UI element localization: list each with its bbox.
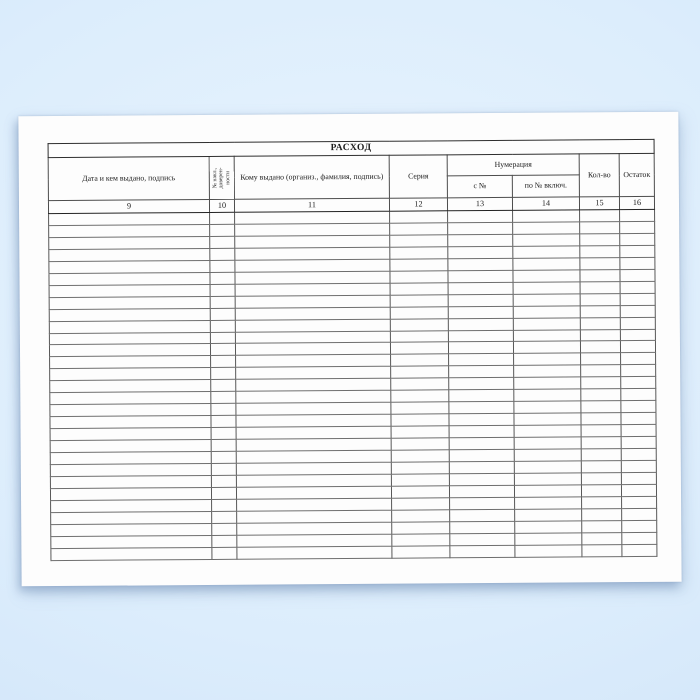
empty-cell — [236, 355, 391, 368]
empty-cell — [391, 450, 449, 462]
empty-cell — [50, 392, 211, 405]
empty-cell — [391, 486, 449, 498]
empty-cell — [391, 438, 449, 450]
empty-cell — [581, 473, 621, 485]
empty-cell — [50, 428, 211, 441]
empty-cell — [449, 390, 514, 402]
empty-cell — [449, 449, 514, 461]
empty-cell — [51, 523, 212, 536]
empty-cell — [621, 436, 656, 448]
empty-cell — [210, 308, 235, 320]
empty-cell — [621, 389, 656, 401]
empty-cell — [449, 461, 514, 473]
empty-cell — [51, 511, 212, 524]
empty-cell — [514, 461, 581, 473]
empty-cell — [450, 533, 515, 545]
table-body — [49, 209, 657, 560]
empty-cell — [235, 343, 390, 356]
empty-cell — [390, 330, 448, 342]
empty-cell — [49, 332, 210, 345]
empty-cell — [621, 413, 656, 425]
empty-cell — [620, 221, 655, 233]
empty-cell — [235, 223, 390, 236]
empty-cell — [210, 236, 235, 248]
col-header-remainder: Остаток — [619, 153, 654, 196]
empty-cell — [235, 319, 390, 332]
empty-cell — [210, 296, 235, 308]
empty-cell — [236, 402, 391, 415]
empty-cell — [50, 368, 211, 381]
empty-cell — [392, 534, 450, 546]
empty-cell — [449, 402, 514, 414]
column-number: 11 — [234, 198, 389, 212]
empty-cell — [211, 439, 236, 451]
empty-cell — [235, 259, 390, 272]
empty-cell — [49, 224, 210, 237]
empty-cell — [50, 487, 211, 500]
empty-cell — [513, 270, 580, 282]
empty-cell — [391, 426, 449, 438]
empty-cell — [449, 485, 514, 497]
empty-cell — [211, 380, 236, 392]
empty-cell — [49, 236, 210, 249]
empty-cell — [513, 329, 580, 341]
form-sheet — [18, 112, 681, 587]
empty-cell — [620, 281, 655, 293]
empty-cell — [392, 522, 450, 534]
empty-cell — [210, 212, 235, 224]
empty-cell — [580, 269, 620, 281]
empty-cell — [235, 247, 390, 260]
empty-cell — [582, 544, 622, 557]
empty-cell — [49, 248, 210, 261]
empty-cell — [235, 271, 390, 284]
column-number: 9 — [48, 199, 209, 213]
empty-cell — [514, 365, 581, 377]
empty-cell — [580, 329, 620, 341]
empty-cell — [390, 306, 448, 318]
empty-cell — [621, 460, 656, 472]
empty-cell — [237, 522, 392, 535]
empty-cell — [513, 341, 580, 353]
col-header-quantity: Кол-во — [579, 154, 619, 197]
empty-cell — [620, 329, 655, 341]
empty-cell — [390, 342, 448, 354]
empty-cell — [513, 222, 580, 234]
empty-cell — [449, 437, 514, 449]
empty-cell — [212, 547, 237, 559]
empty-cell — [515, 533, 582, 545]
empty-cell — [448, 234, 513, 246]
empty-cell — [582, 520, 622, 532]
empty-cell — [210, 344, 235, 356]
empty-cell — [514, 449, 581, 461]
empty-cell — [211, 463, 236, 475]
empty-cell — [49, 296, 210, 309]
empty-cell — [514, 377, 581, 389]
empty-cell — [211, 392, 236, 404]
empty-cell — [448, 222, 513, 234]
empty-cell — [391, 378, 449, 390]
empty-cell — [210, 224, 235, 236]
empty-cell — [235, 331, 390, 344]
empty-cell — [236, 450, 391, 463]
empty-cell — [50, 475, 211, 488]
empty-cell — [514, 425, 581, 437]
empty-cell — [513, 258, 580, 270]
empty-cell — [449, 366, 514, 378]
empty-cell — [582, 508, 622, 520]
section-title: РАСХОД — [48, 139, 654, 157]
empty-cell — [580, 341, 620, 353]
empty-cell — [580, 281, 620, 293]
empty-cell — [212, 535, 237, 547]
empty-cell — [514, 353, 581, 365]
empty-cell — [581, 377, 621, 389]
empty-cell — [581, 401, 621, 413]
empty-cell — [621, 484, 656, 496]
empty-cell — [211, 416, 236, 428]
empty-cell — [580, 234, 620, 246]
empty-cell — [620, 269, 655, 281]
empty-cell — [620, 341, 655, 353]
empty-cell — [582, 496, 622, 508]
empty-cell — [621, 472, 656, 484]
col-header-date-issued: Дата и кем выдано, подпись — [48, 156, 209, 200]
empty-cell — [448, 330, 513, 342]
empty-cell — [211, 475, 236, 487]
empty-cell — [50, 440, 211, 453]
empty-cell — [620, 209, 655, 221]
empty-cell — [235, 235, 390, 248]
empty-cell — [450, 509, 515, 521]
col-header-to-number-incl: по № включ. — [512, 175, 579, 197]
empty-cell — [449, 473, 514, 485]
empty-cell — [448, 246, 513, 258]
column-number: 10 — [209, 199, 234, 212]
empty-cell — [391, 366, 449, 378]
empty-cell — [515, 545, 582, 558]
empty-cell — [236, 367, 391, 380]
empty-cell — [236, 391, 391, 404]
empty-cell — [390, 235, 448, 247]
empty-cell — [391, 390, 449, 402]
empty-cell — [392, 545, 450, 558]
empty-cell — [50, 452, 211, 465]
empty-cell — [515, 497, 582, 509]
empty-cell — [620, 245, 655, 257]
empty-cell — [581, 425, 621, 437]
empty-cell — [236, 474, 391, 487]
empty-cell — [236, 426, 391, 439]
empty-cell — [622, 520, 657, 532]
empty-cell — [235, 211, 390, 224]
empty-cell — [622, 508, 657, 520]
empty-cell — [580, 222, 620, 234]
empty-cell — [237, 546, 392, 559]
empty-cell — [581, 449, 621, 461]
empty-cell — [51, 499, 212, 512]
empty-cell — [237, 510, 392, 523]
empty-cell — [581, 461, 621, 473]
empty-cell — [449, 354, 514, 366]
empty-cell — [514, 389, 581, 401]
empty-cell — [390, 318, 448, 330]
empty-cell — [448, 318, 513, 330]
empty-cell — [391, 354, 449, 366]
empty-cell — [237, 498, 392, 511]
empty-cell — [620, 317, 655, 329]
empty-cell — [515, 521, 582, 533]
empty-cell — [391, 414, 449, 426]
empty-cell — [622, 544, 657, 557]
empty-cell — [621, 353, 656, 365]
empty-cell — [621, 365, 656, 377]
column-number: 13 — [447, 197, 512, 210]
empty-cell — [448, 342, 513, 354]
empty-cell — [514, 413, 581, 425]
empty-cell — [448, 210, 513, 222]
empty-cell — [581, 365, 621, 377]
col-header-from-number: с № — [447, 175, 512, 197]
empty-cell — [49, 272, 210, 285]
empty-cell — [50, 463, 211, 476]
empty-cell — [513, 282, 580, 294]
empty-cell — [51, 547, 212, 560]
empty-cell — [49, 308, 210, 321]
empty-cell — [49, 320, 210, 333]
empty-cell — [513, 317, 580, 329]
col-header-invoice-number-label: № накл., доверен- ности — [212, 167, 232, 189]
empty-cell — [514, 401, 581, 413]
empty-cell — [211, 368, 236, 380]
empty-cell — [235, 307, 390, 320]
empty-cell — [582, 532, 622, 544]
empty-cell — [513, 246, 580, 258]
empty-cell — [621, 401, 656, 413]
empty-cell — [50, 356, 211, 369]
empty-cell — [620, 293, 655, 305]
empty-cell — [235, 283, 390, 296]
empty-cell — [210, 320, 235, 332]
column-number: 12 — [389, 198, 447, 211]
empty-cell — [392, 498, 450, 510]
empty-cell — [450, 497, 515, 509]
empty-cell — [580, 210, 620, 222]
empty-cell — [391, 402, 449, 414]
empty-cell — [449, 378, 514, 390]
empty-cell — [580, 293, 620, 305]
empty-cell — [51, 535, 212, 548]
empty-cell — [211, 404, 236, 416]
empty-cell — [211, 356, 236, 368]
empty-cell — [210, 248, 235, 260]
empty-cell — [448, 306, 513, 318]
empty-cell — [448, 294, 513, 306]
empty-cell — [513, 210, 580, 222]
empty-cell — [581, 485, 621, 497]
empty-cell — [622, 532, 657, 544]
empty-cell — [390, 294, 448, 306]
empty-cell — [580, 317, 620, 329]
empty-cell — [450, 521, 515, 533]
empty-cell — [620, 305, 655, 317]
empty-cell — [236, 486, 391, 499]
empty-cell — [391, 462, 449, 474]
empty-cell — [392, 510, 450, 522]
empty-cell — [50, 404, 211, 417]
empty-cell — [513, 306, 580, 318]
column-number: 15 — [579, 197, 619, 210]
empty-cell — [49, 212, 210, 225]
empty-cell — [621, 448, 656, 460]
empty-cell — [236, 438, 391, 451]
empty-cell — [620, 257, 655, 269]
empty-cell — [513, 294, 580, 306]
col-header-numeration-group: Нумерация — [447, 154, 579, 176]
empty-cell — [49, 260, 210, 273]
empty-cell — [211, 427, 236, 439]
empty-cell — [390, 271, 448, 283]
empty-cell — [50, 416, 211, 429]
empty-cell — [49, 284, 210, 297]
empty-cell — [211, 451, 236, 463]
empty-cell — [210, 272, 235, 284]
empty-cell — [49, 344, 210, 357]
col-header-issued-to: Кому выдано (организ., фамилия, подпись) — [234, 155, 389, 199]
empty-cell — [210, 260, 235, 272]
empty-cell — [235, 295, 390, 308]
empty-cell — [236, 414, 391, 427]
empty-cell — [580, 245, 620, 257]
empty-cell — [514, 485, 581, 497]
column-number: 14 — [512, 197, 579, 210]
col-header-invoice-number — [209, 156, 234, 199]
empty-cell — [449, 414, 514, 426]
col-header-series: Серия — [389, 155, 447, 198]
empty-cell — [390, 247, 448, 259]
empty-cell — [212, 499, 237, 511]
empty-cell — [580, 257, 620, 269]
empty-cell — [237, 534, 392, 547]
empty-cell — [515, 509, 582, 521]
empty-cell — [580, 305, 620, 317]
empty-cell — [448, 258, 513, 270]
empty-cell — [450, 545, 515, 558]
empty-cell — [390, 223, 448, 235]
empty-cell — [581, 437, 621, 449]
empty-cell — [581, 389, 621, 401]
empty-cell — [514, 473, 581, 485]
column-number: 16 — [619, 196, 654, 209]
empty-cell — [390, 283, 448, 295]
empty-cell — [50, 380, 211, 393]
empty-cell — [448, 282, 513, 294]
empty-cell — [513, 234, 580, 246]
empty-cell — [448, 270, 513, 282]
empty-cell — [449, 426, 514, 438]
empty-cell — [236, 462, 391, 475]
empty-cell — [390, 211, 448, 223]
expense-table — [48, 139, 658, 561]
empty-cell — [621, 425, 656, 437]
empty-cell — [210, 284, 235, 296]
empty-cell — [581, 413, 621, 425]
empty-cell — [212, 523, 237, 535]
empty-cell — [514, 437, 581, 449]
empty-cell — [390, 259, 448, 271]
empty-cell — [581, 353, 621, 365]
empty-cell — [620, 233, 655, 245]
empty-cell — [621, 377, 656, 389]
empty-cell — [236, 379, 391, 392]
empty-cell — [622, 496, 657, 508]
empty-cell — [211, 487, 236, 499]
empty-cell — [210, 332, 235, 344]
empty-cell — [212, 511, 237, 523]
empty-cell — [391, 474, 449, 486]
